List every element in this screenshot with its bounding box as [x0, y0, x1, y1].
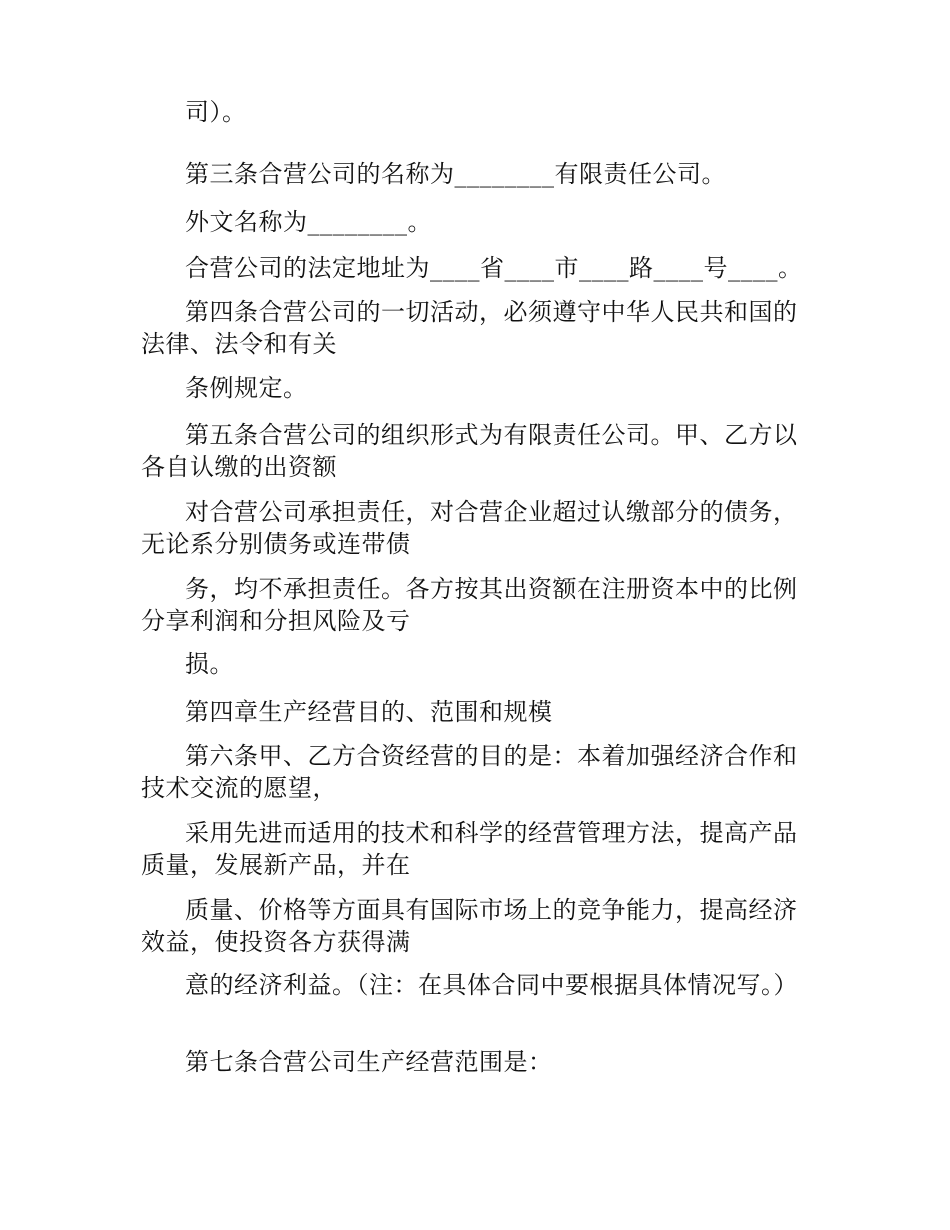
- paragraph-foreign-name: 外文名称为________。: [185, 208, 432, 236]
- paragraph-article-4: 第四条合营公司的一切活动，必须遵守中华人民共和国的法律、法令和有关: [141, 298, 798, 358]
- paragraph-article-7: 第七条合营公司生产经营范围是：: [185, 1048, 553, 1076]
- paragraph-article-5-cont-1: 对合营公司承担责任，对合营企业超过认缴部分的债务，无论系分别债务或连带债: [141, 498, 798, 558]
- paragraph-article-6-cont-2: 质量、价格等方面具有国际市场上的竞争能力，提高经济效益，使投资各方获得满: [141, 896, 798, 956]
- paragraph-legal-address: 合营公司的法定地址为____省____市____路____号____。: [185, 254, 803, 282]
- paragraph-article-6-cont-1: 采用先进而适用的技术和科学的经营管理方法，提高产品质量，发展新产品，并在: [141, 819, 798, 879]
- paragraph-1: 司）。: [185, 98, 247, 126]
- paragraph-article-3: 第三条合营公司的名称为________有限责任公司。: [185, 160, 726, 188]
- paragraph-article-5: 第五条合营公司的组织形式为有限责任公司。甲、乙方以各自认缴的出资额: [141, 421, 798, 481]
- chapter-heading-4: 第四章生产经营目的、范围和规模: [185, 698, 553, 726]
- paragraph-article-6: 第六条甲、乙方合资经营的目的是：本着加强经济合作和技术交流的愿望，: [141, 742, 798, 802]
- paragraph-article-6-cont-3: 意的经济利益。（注：在具体合同中要根据具体情况写。）: [185, 971, 798, 999]
- paragraph-article-5-cont-2: 务，均不承担责任。各方按其出资额在注册资本中的比例分享利润和分担风险及亏: [141, 575, 798, 635]
- paragraph-article-5-cont-3: 损。: [185, 650, 234, 678]
- paragraph-article-4-cont: 条例规定。: [185, 374, 308, 402]
